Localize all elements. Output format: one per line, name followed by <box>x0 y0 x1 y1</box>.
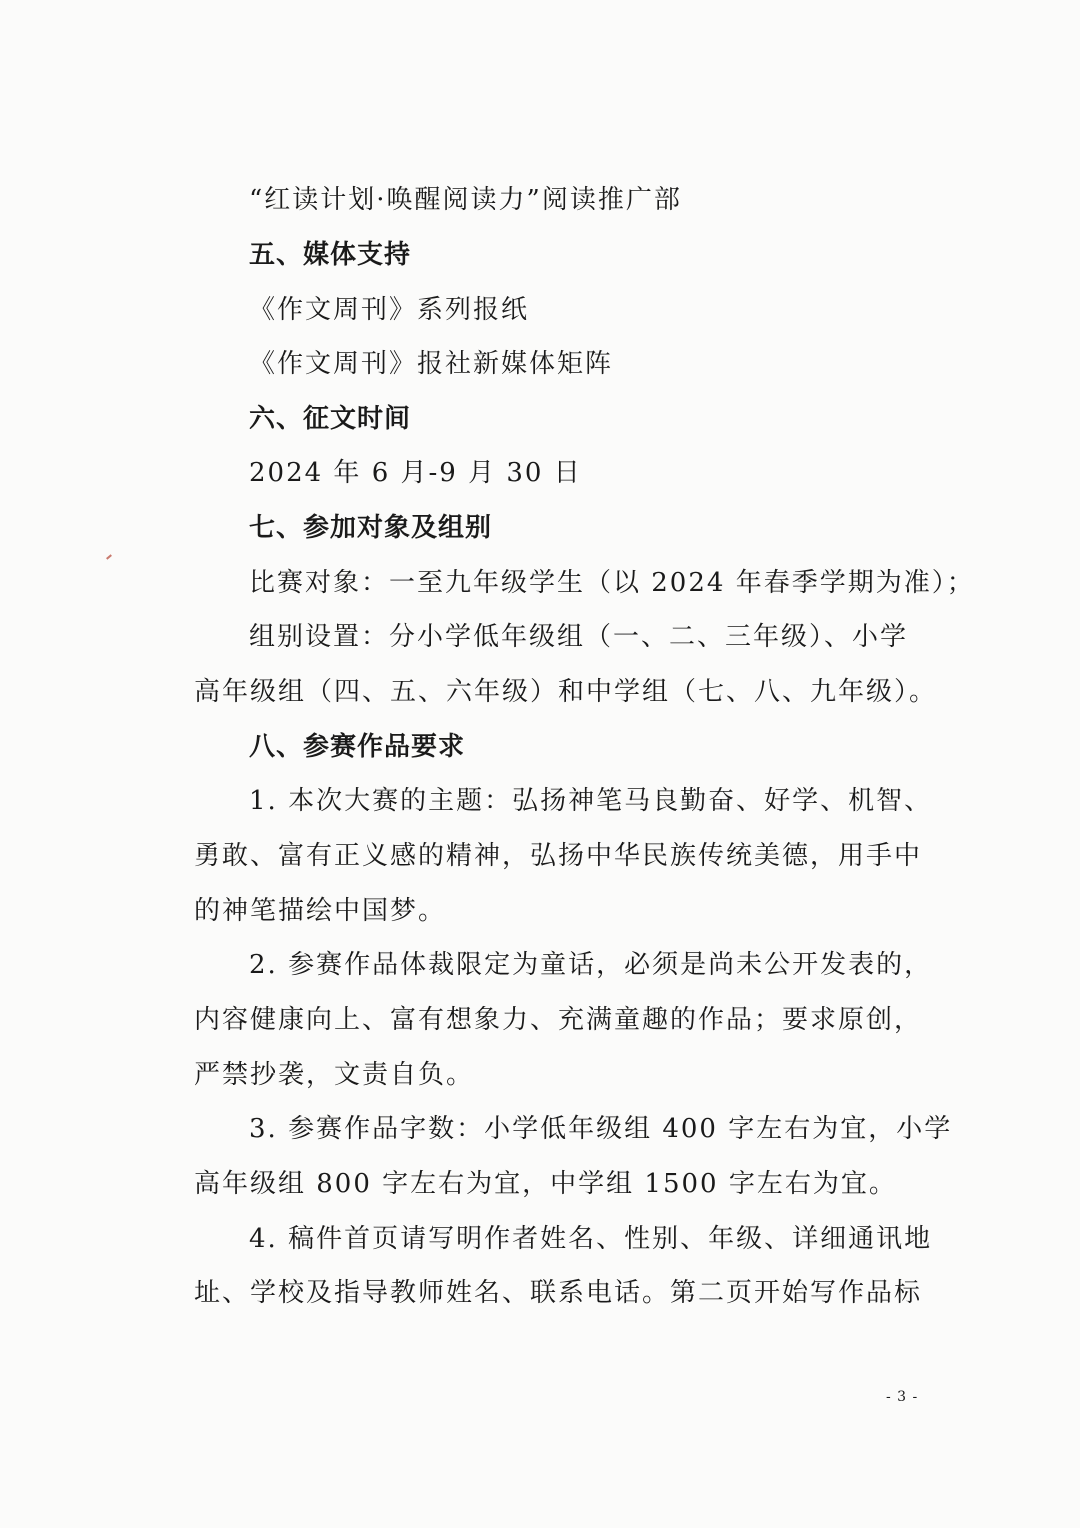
text-line-date-range: 2024 年 6 月-9 月 30 日 <box>249 458 582 488</box>
text-line-req2-3: 严禁抄袭，文责自负。 <box>194 1060 475 1090</box>
page-number: - 3 - <box>886 1389 919 1405</box>
text-line-req3-2: 高年级组 800 字左右为宜，中学组 1500 字左右为宜。 <box>194 1169 897 1199</box>
text-line-new-media: 《作文周刊》报社新媒体矩阵 <box>249 349 614 379</box>
text-line-organizer: “红读计划·唤醒阅读力”阅读推广部 <box>249 185 682 215</box>
text-line-participants: 比赛对象：一至九年级学生（以 2024 年春季学期为准）； <box>249 568 975 598</box>
text-line-req1-2: 勇敢、富有正义感的精神，弘扬中华民族传统美德，用手中 <box>194 841 923 871</box>
text-line-newspaper: 《作文周刊》系列报纸 <box>249 295 530 325</box>
section-heading-media-support: 五、媒体支持 <box>249 240 412 270</box>
text-line-req2-2: 内容健康向上、富有想象力、充满童趣的作品；要求原创， <box>194 1005 923 1035</box>
text-line-req1-1: 1. 本次大赛的主题：弘扬神笔马良勤奋、好学、机智、 <box>249 786 933 816</box>
text-line-groups-1: 组别设置：分小学低年级组（一、二、三年级）、小学 <box>249 622 909 652</box>
text-line-req1-3: 的神笔描绘中国梦。 <box>194 896 447 926</box>
text-line-req4-2: 址、学校及指导教师姓名、联系电话。第二页开始写作品标 <box>194 1278 923 1308</box>
section-heading-requirements: 八、参赛作品要求 <box>249 732 466 762</box>
section-heading-participants: 七、参加对象及组别 <box>249 513 493 543</box>
section-heading-submission-time: 六、征文时间 <box>249 404 412 434</box>
text-line-groups-2: 高年级组（四、五、六年级）和中学组（七、八、九年级）。 <box>194 677 938 707</box>
text-line-req2-1: 2. 参赛作品体裁限定为童话，必须是尚未公开发表的， <box>249 950 933 980</box>
text-line-req4-1: 4. 稿件首页请写明作者姓名、性别、年级、详细通讯地 <box>249 1224 933 1254</box>
scan-speck <box>106 554 112 559</box>
text-line-req3-1: 3. 参赛作品字数：小学低年级组 400 字左右为宜，小学 <box>249 1114 953 1144</box>
